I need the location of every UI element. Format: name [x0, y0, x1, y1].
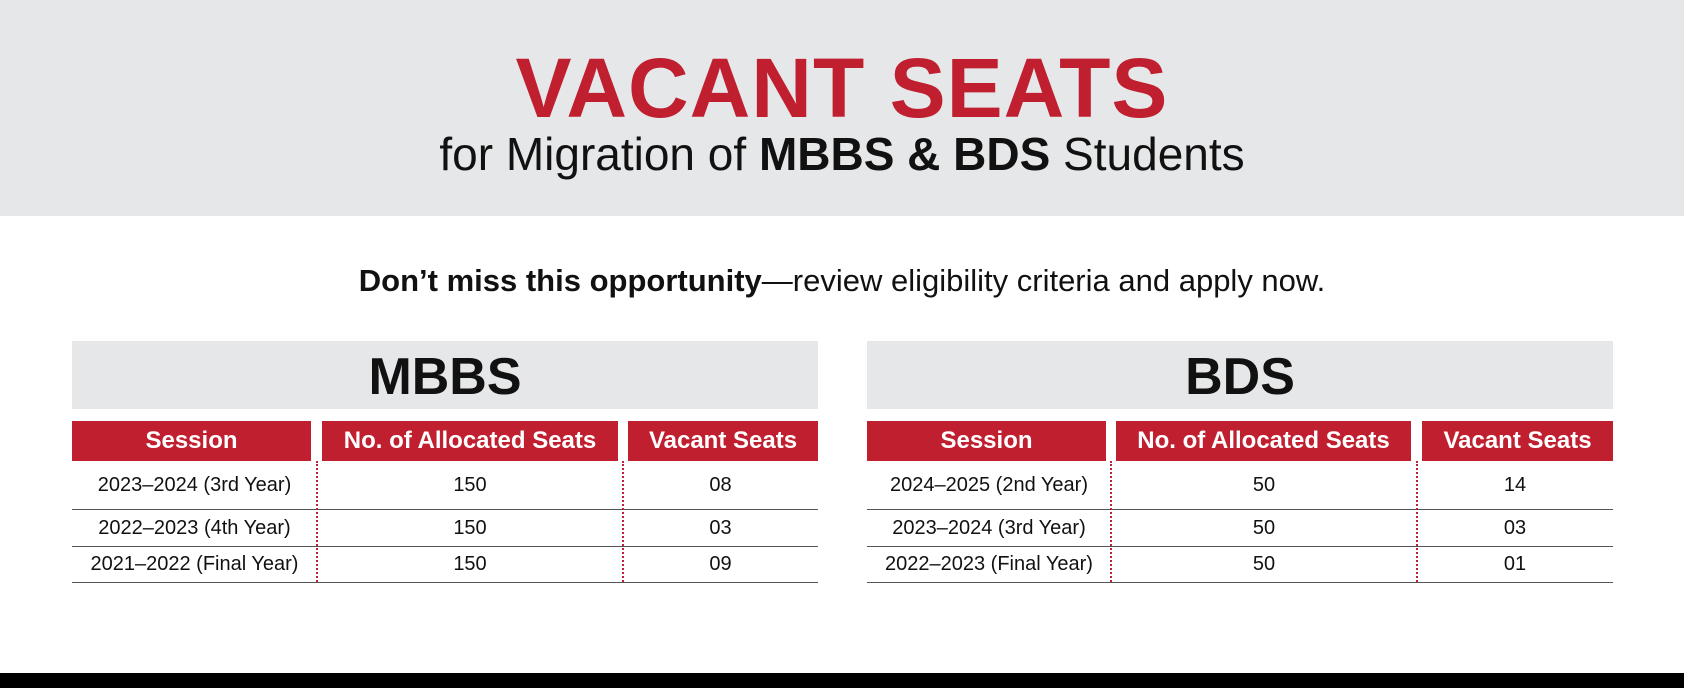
bds-title: BDS	[867, 341, 1613, 409]
column-divider	[316, 461, 318, 582]
allocated-cell: 50	[1252, 516, 1276, 539]
table-row	[867, 510, 1613, 547]
page-subtitle	[0, 124, 1684, 184]
table-row	[867, 547, 1613, 583]
bds-table-body	[867, 461, 1613, 579]
bds-panel	[867, 341, 1613, 579]
session-cell: 2021–2022 (Final Year)	[90, 553, 299, 575]
bds-col-allocated: No. of Allocated Seats	[1116, 421, 1411, 461]
tagline-rest: —review eligibility criteria and apply now.	[761, 263, 1326, 298]
column-divider	[1110, 461, 1112, 582]
bds-col-vacant: Vacant Seats	[1422, 421, 1613, 461]
allocated-cell: 150	[453, 473, 487, 496]
subtitle-prefix: for Migration of	[439, 128, 759, 180]
tagline	[0, 258, 1684, 304]
table-row	[867, 461, 1613, 510]
mbbs-col-allocated: No. of Allocated Seats	[322, 421, 618, 461]
session-cell: 2023–2024 (3rd Year)	[97, 473, 292, 496]
footer-bar	[0, 673, 1684, 688]
mbbs-title: MBBS	[72, 341, 818, 409]
vacant-cell: 03	[1503, 516, 1527, 539]
table-row	[72, 510, 818, 547]
mbbs-col-session: Session	[72, 421, 311, 461]
vacant-cell: 14	[1503, 473, 1527, 496]
header-banner	[0, 0, 1684, 216]
session-cell: 2023–2024 (3rd Year)	[892, 516, 1086, 539]
mbbs-col-vacant: Vacant Seats	[628, 421, 818, 461]
subtitle-bold: MBBS & BDS	[758, 128, 1051, 180]
vacant-cell: 03	[709, 516, 732, 539]
allocated-cell: 50	[1252, 473, 1276, 496]
session-cell: 2022–2023 (Final Year)	[885, 553, 1093, 575]
vacant-cell: 01	[1503, 553, 1527, 575]
table-row	[72, 547, 818, 583]
bds-col-session: Session	[867, 421, 1106, 461]
page-title: VACANT SEATS	[515, 41, 1169, 135]
column-divider	[1416, 461, 1418, 582]
mbbs-header-row	[72, 421, 818, 461]
allocated-cell: 150	[453, 553, 487, 575]
tagline-bold: Don’t miss this opportunity	[358, 263, 762, 298]
column-divider	[622, 461, 624, 582]
allocated-cell: 50	[1252, 553, 1276, 575]
table-row	[72, 461, 818, 510]
vacant-cell: 09	[709, 553, 732, 575]
session-cell: 2022–2023 (4th Year)	[98, 516, 291, 539]
mbbs-panel	[72, 341, 818, 579]
session-cell: 2024–2025 (2nd Year)	[890, 473, 1088, 496]
mbbs-table-body	[72, 461, 818, 579]
subtitle-suffix: Students	[1050, 128, 1245, 180]
bds-header-row	[867, 421, 1613, 461]
vacant-cell: 08	[709, 473, 732, 496]
allocated-cell: 150	[453, 516, 487, 539]
